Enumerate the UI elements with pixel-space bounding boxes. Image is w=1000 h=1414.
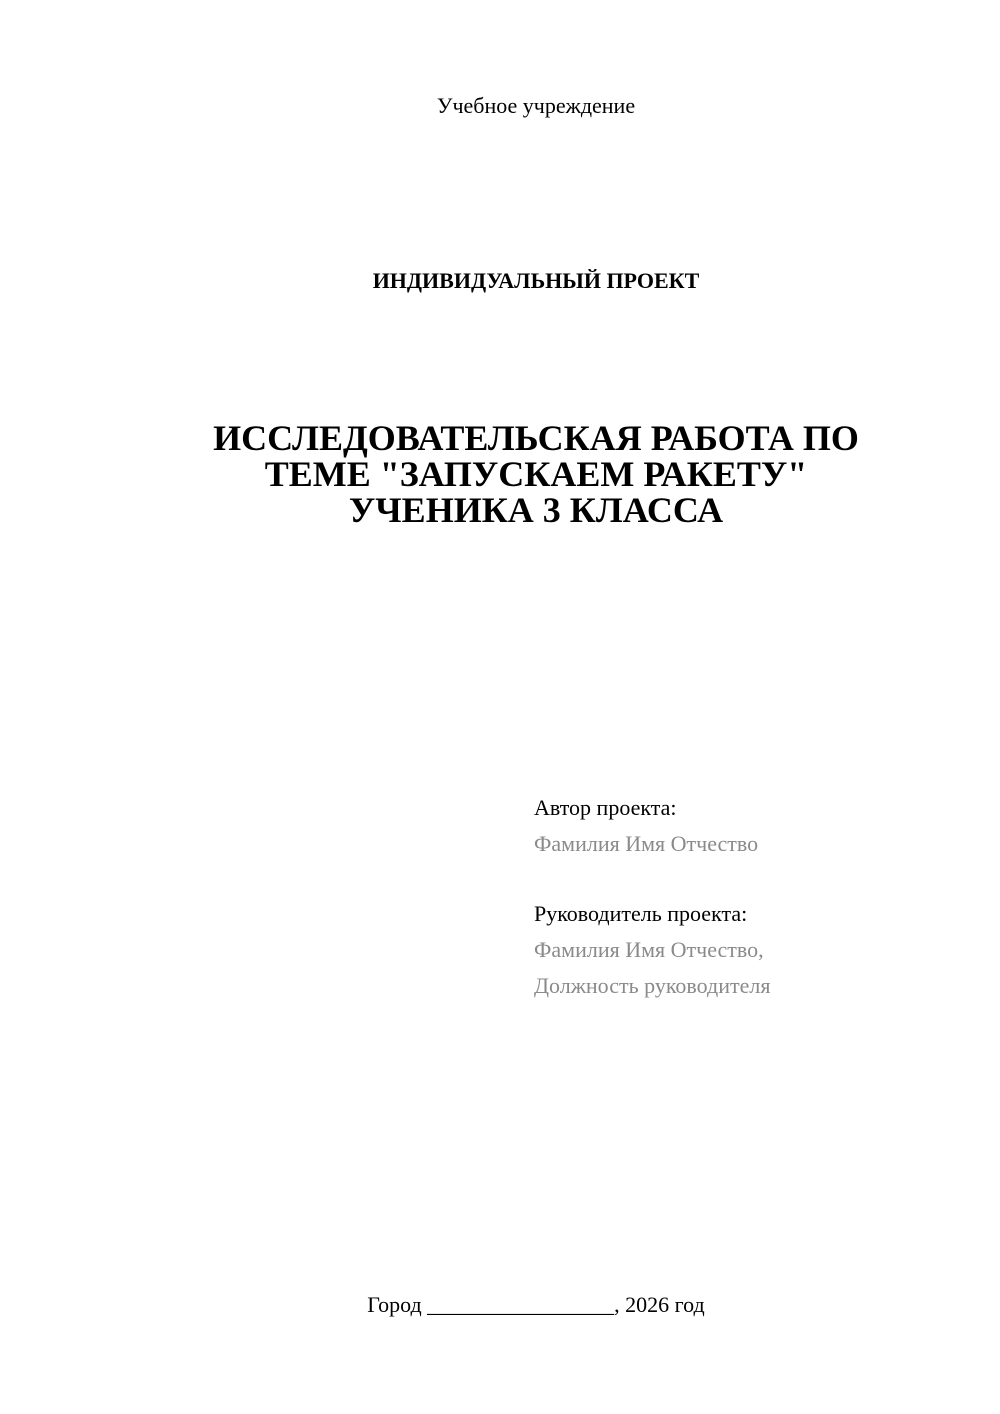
credits-spacer xyxy=(534,862,974,896)
project-title xyxy=(150,420,922,528)
project-type-heading: ИНДИВИДУАЛЬНЫЙ ПРОЕКТ xyxy=(372,268,700,293)
project-title-line-2: ТЕМЕ "ЗАПУСКАЕМ РАКЕТУ" xyxy=(264,454,808,494)
project-title-line-1: ИССЛЕДОВАТЕЛЬСКАЯ РАБОТА ПО xyxy=(213,418,859,458)
credits-block xyxy=(534,790,974,1004)
city-year-footer: Город _________________, 2026 год xyxy=(367,1292,705,1317)
author-label: Автор проекта: xyxy=(534,795,677,820)
supervisor-position: Должность руководителя xyxy=(534,973,771,998)
supervisor-name: Фамилия Имя Отчество, xyxy=(534,937,764,962)
author-name: Фамилия Имя Отчество xyxy=(534,831,759,856)
institution-name: Учебное учреждение xyxy=(436,93,636,118)
project-title-line-3: УЧЕНИКА 3 КЛАССА xyxy=(348,490,724,530)
supervisor-label: Руководитель проекта: xyxy=(534,901,748,926)
